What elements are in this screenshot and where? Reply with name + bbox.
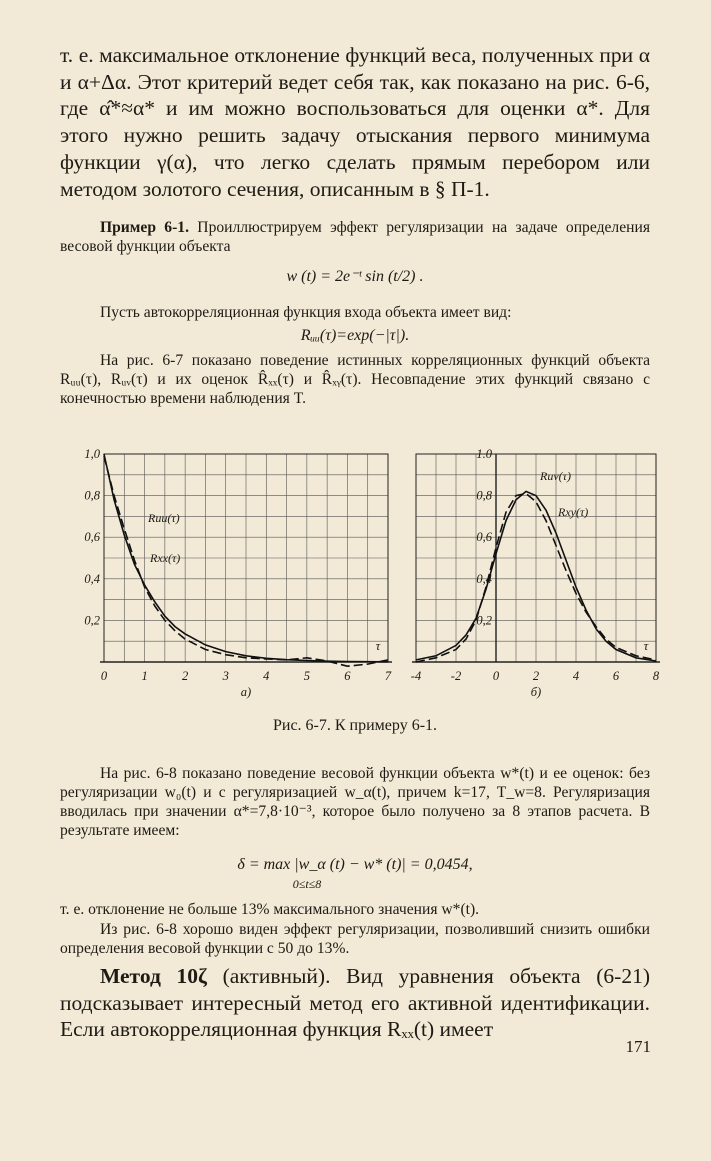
- paragraph-effect: Из рис. 6-8 хорошо виден эффект регуляризации, позволивший снизить ошибки определения весовой функции с 50 до 13%.: [60, 921, 650, 957]
- x-tick-label: 2: [532, 669, 540, 683]
- y-tick-label: 0,2: [476, 613, 492, 628]
- x-tick-label: -4: [410, 669, 422, 683]
- y-tick-label: 0,4: [84, 571, 100, 586]
- panel-label: б): [530, 685, 542, 699]
- y-tick-label: 0,8: [84, 488, 100, 503]
- y-tick-label: 0,2: [84, 613, 100, 628]
- paragraph-deviation: т. е. отклонение не больше 13% максимального значения w*(t).: [60, 901, 480, 918]
- x-tick-label: 4: [572, 669, 580, 683]
- chart-panel-a: [84, 447, 392, 699]
- y-tick-label: 0,6: [476, 530, 492, 545]
- series-label: Ruu(τ): [148, 511, 180, 525]
- paragraph-regularization: На рис. 6-8 показано поведение весовой функции объекта w*(t) и ее оценок: без регуляризации w₀(t) и с регуляризацией w_α(t), причем k=17, T_w=8. Регуляризация вводилась при значении α*=7,8·10⁻³, которое было получено за 8 этапов расчета. В результате имеем:: [60, 765, 650, 839]
- x-tick-label: 0: [100, 669, 108, 683]
- x-tick-label: 7: [384, 669, 392, 683]
- series-label: Rxx(τ): [150, 551, 181, 565]
- x-tick-label: 8: [652, 669, 660, 683]
- formula-weight-function: w (t) = 2e⁻ᵗ sin (t/2) .: [286, 268, 424, 285]
- chart-panel-b: [411, 447, 660, 699]
- paragraph-example: [60, 218, 650, 256]
- y-tick-label: 0,8: [476, 488, 492, 503]
- paragraph-figure-ref: На рис. 6-7 показано поведение истинных корреляционных функций объекта Rᵤᵤ(τ), Rᵤᵥ(τ) и их оценок R̂ₓₓ(τ) и R̂ₓᵧ(τ). Несовпадение этих функций связано с конечностью времени наблюдения T.: [60, 352, 650, 407]
- series-label: Rxy(τ): [558, 505, 589, 519]
- x-tick-label: 4: [263, 669, 270, 683]
- x-tick-label: 5: [303, 669, 310, 683]
- formula-delta-subscript: 0≤t≤8: [292, 877, 322, 891]
- panel-label: a): [240, 685, 252, 699]
- figure-6-7: [0, 440, 711, 700]
- x-tick-label: 6: [612, 669, 620, 683]
- x-tick-label: 3: [222, 669, 229, 683]
- page-number: 171: [625, 1037, 651, 1056]
- example-label: Пример 6-1.: [100, 219, 189, 236]
- x-tick-label: 2: [182, 669, 189, 683]
- y-tick-label: 0,4: [476, 571, 492, 586]
- x-tick-label: 6: [344, 669, 351, 683]
- series-label: Ruv(τ): [540, 469, 571, 483]
- x-axis-symbol: τ: [375, 639, 381, 653]
- x-tick-label: 0: [492, 669, 500, 683]
- y-tick-label: 1.0: [476, 447, 492, 461]
- paragraph-intro: т. е. максимальное отклонение функций веса, полученных при α и α+Δα. Этот критерий ведет себя так, как показано на рис. 6-6, где α̂*≈α* и им можно воспользоваться для оценки α*. Для этого нужно решить задачу отыскания первого минимума функции γ(α), что легко сделать прямым перебором или методом золотого сечения, описанным в § П-1.: [60, 43, 650, 201]
- method-label: Метод 10ζ: [100, 964, 207, 988]
- x-tick-label: -2: [450, 669, 462, 683]
- y-tick-label: 0,6: [84, 530, 100, 545]
- method-text: (активный). Вид уравнения объекта (6-21) подсказывает интересный метод его активной идентификации. Если автокорреляционная функция Rₓₓ(t) имеет: [60, 964, 650, 1042]
- example-text: Проиллюстрируем эффект регуляризации на задаче определения весовой функции объекта: [60, 219, 650, 255]
- formula-delta: δ = max |w_α (t) − w* (t)| = 0,0454,: [237, 856, 473, 873]
- figure-caption: Рис. 6-7. К примеру 6-1.: [272, 717, 438, 734]
- x-axis-symbol: τ: [643, 639, 649, 653]
- paragraph-autocorr: Пусть автокорреляционная функция входа объекта имеет вид:: [100, 304, 512, 321]
- paragraph-method: [60, 963, 650, 1043]
- y-tick-label: 1,0: [84, 447, 100, 461]
- formula-autocorr: Rᵤᵤ(τ)=exp(−|τ|).: [300, 327, 410, 344]
- x-tick-label: 1: [141, 669, 148, 683]
